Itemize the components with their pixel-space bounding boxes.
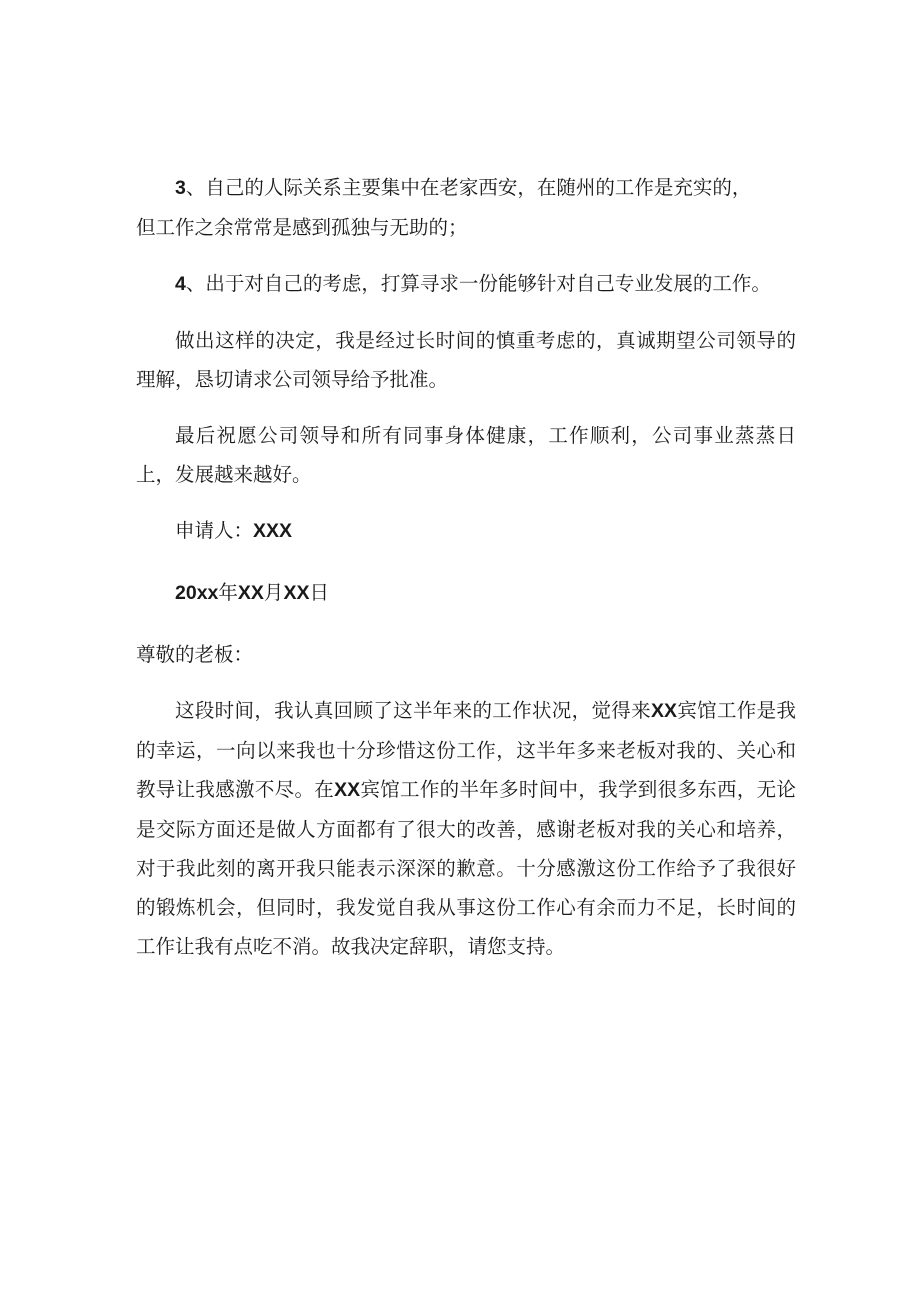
item-number: 4 bbox=[175, 273, 186, 295]
salutation: 尊敬的老板： bbox=[136, 643, 254, 666]
applicant-name: XXX bbox=[253, 520, 293, 542]
reason-item-3: 3、自己的人际关系主要集中在老家西安，在随州的工作是充实的， bbox=[175, 176, 752, 199]
applicant-signature: 申请人：XXX bbox=[175, 519, 293, 542]
wishes-paragraph: 最后祝愿公司领导和所有同事身体健康，工作顺利，公司事业蒸蒸日上，发展越来越好。 bbox=[136, 424, 796, 486]
decision-paragraph: 做出这样的决定，我是经过长时间的慎重考虑的，真诚期望公司领导的理解，恳切请求公司领导给予批准。 bbox=[136, 329, 796, 391]
resignation-body: 这段时间，我认真回顾了这半年来的工作状况，觉得来XX宾馆工作是我的幸运，一向以来我也十分珍惜这份工作，这半年多来老板对我的、关心和教导让我感激不尽。在XX宾馆工作的半年多时间中，我学到很多东西，无论是交际方面还是做人方面都有了很大的改善，感谢老板对我的关心和培养，对于我此刻的离开我只能表示深深的歉意。十分感激这份工作给予了我很好的锻炼机会，但同时，我发觉自我从事这份工作心有余而力不足，长时间的工作让我有点吃不消。故我决定辞职，请您支持。 bbox=[136, 699, 796, 958]
reason-item-3-continued: 但工作之余常常是感到孤独与无助的； bbox=[136, 216, 468, 239]
signature-date: 20xx年XX月XX日 bbox=[175, 581, 329, 604]
reason-item-4: 4、出于对自己的考虑，打算寻求一份能够针对自己专业发展的工作。 bbox=[175, 272, 771, 295]
item-number: 3 bbox=[175, 177, 186, 199]
document-body bbox=[136, 168, 796, 983]
